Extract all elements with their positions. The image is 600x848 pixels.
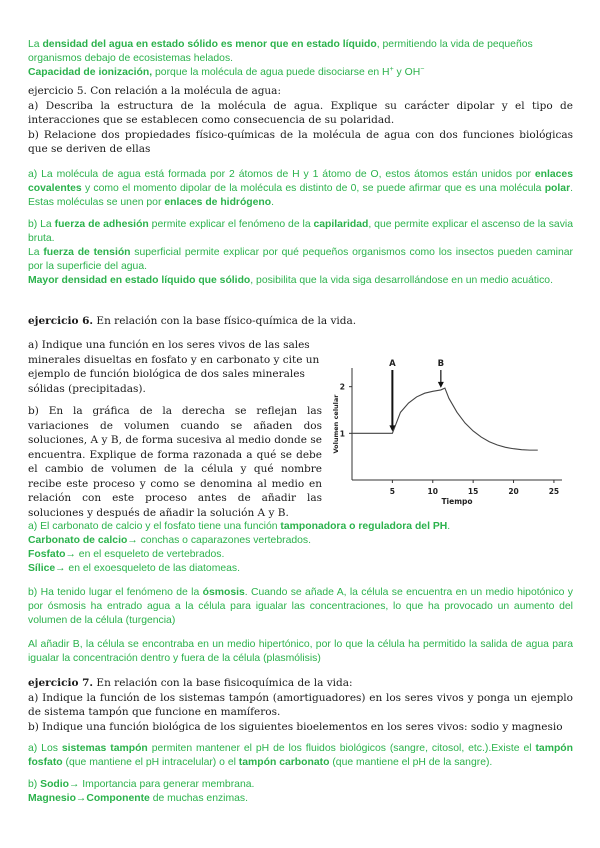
exercise-5-answer-a: a) La molécula de agua está formada por 2 átomos de H y 1 átomo de O, estos átomos están unidos por enlaces covalentes y como el momento dipolar de la molécula es distinto de 0, se puede afirmar que es una molécula polar. Estas moléculas se unen por enlaces de hidrógeno. xyxy=(28,169,573,208)
exercise-5-questions xyxy=(28,84,573,157)
x-axis-label: Tiempo xyxy=(441,497,473,506)
question-b: b) Relacione dos propiedades físico-químicas de la molécula de agua con dos funciones biológicas que se deriven de ellas xyxy=(28,128,573,155)
x-tick-label: 10 xyxy=(427,487,438,496)
exercise-7-answer-a: a) Los sistemas tampón permiten mantener el pH de los fluidos biológicos (sangre, citosol, etc.).Existe el tampón fosfato (que mantiene el pH intracelular) o el tampón carbonato (que mantiene el pH de la sangre). xyxy=(28,743,573,768)
x-tick-label: 25 xyxy=(548,487,560,496)
y-axis-label: Volumen celular xyxy=(332,394,340,454)
exercise-6-answer-b2: Al añadir B, la célula se encontraba en un medio hipertónico, por lo que la célula ha permitido la salida de agua para igualar la concentración dentro y fuera de la célula (plasmólisis) xyxy=(28,639,573,664)
question-b: b) Indique una función biológica de los siguientes bioelementos en los seres vivos: sodio y magnesio xyxy=(28,720,563,733)
series-line xyxy=(352,388,538,450)
annotation-label-a: A xyxy=(389,359,396,369)
y-tick-label: 1 xyxy=(339,429,345,439)
x-tick-label: 20 xyxy=(508,487,519,496)
question-a: a) Describa la estructura de la molécula de agua. Explique su carácter dipolar y el tipo de interacciones que se establecen como consecuencia de su polaridad. xyxy=(28,99,573,126)
question-a: a) Indique la función de los sistemas tampón (amortiguadores) en los seres vivos y ponga un ejemplo de sistema tampón que funcione en mamíferos. xyxy=(28,691,573,718)
y-tick-label: 2 xyxy=(339,382,345,392)
exercise-7-answer-b: b) Sodio→ Importancia para generar membrana. Magnesio→Componente de muchas enzimas. xyxy=(28,779,255,804)
exercise-6-answer-a: a) El carbonato de calcio y el fosfato tiene una función tamponadora o reguladora del PH. Carbonato de calcio→ conchas o caparazones vertebrados. Fosfato→ en el esqueleto de vertebrados. Sílice→ en el exoesqueleto de las diatomeas. xyxy=(28,521,451,574)
exercise-5-answer-b: b) La fuerza de adhesión permite explicar el fenómeno de la capilaridad, que permite explicar el ascenso de la savia bruta. La fuerza de tensión superficial permite explicar por qué pequeños organismos como los insectos pueden caminar por la superficie del agua. Mayor densidad en estado líquido que sólido, posibilita que la vida siga desarrollándose en un medio acuático. xyxy=(28,219,573,286)
exercise-6-title: ejercicio 6. En relación con la base físico-química de la vida. xyxy=(28,315,357,327)
annotation-label-b: B xyxy=(437,359,445,369)
exercise-title: ejercicio 5. Con relación a la molécula de agua: xyxy=(28,85,281,97)
exercise-6-answer-b: b) Ha tenido lugar el fenómeno de la ósmosis. Cuando se añade A, la célula se encuentra en un medio hipotónico y por ósmosis ha entrado agua a la célula para igualar las concentraciones, lo que ha provocado un aumento del volumen de la célula (turgencia) xyxy=(28,587,573,626)
answer-line: Capacidad de ionización, porque la molécula de agua puede disociarse en H+ y OH− xyxy=(28,66,425,78)
exercise-6-question-b: b) En la gráfica de la derecha se reflejan las variaciones de volumen cuando se añaden dos soluciones, A y B, de forma sucesiva al medio donde se encuentra. Explique de forma razonada a qué se debe el cambio de volumen de la célula y qué nombre recibe este proceso y como se denomina al medio en relación con este proceso antes de añadir las soluciones y después de añadir la solución A y B. xyxy=(28,405,322,519)
answer-block-top xyxy=(28,38,573,80)
x-tick-label: 5 xyxy=(389,487,395,496)
exercise-6-question-a: a) Indique una función en los seres vivos de las sales minerales disueltas en fosfato y en carbonato y cite un ejemplo de función biológica de dos sales minerales sólidas (precipitadas). xyxy=(28,339,320,395)
answer-line: La densidad del agua en estado sólido es menor que en estado líquido, permitiendo la vida de pequeños xyxy=(28,39,533,50)
cell-volume-chart xyxy=(330,352,570,512)
answer-line: organismos debajo de ecosistemas helados. xyxy=(28,53,234,64)
exercise-7-questions: ejercicio 7. En relación con la base fisicoquímica de la vida: a) Indique la función de los sistemas tampón (amortiguadores) en los seres vivos y ponga un ejemplo de sistema tampón que funcione en mamíferos. b) Indique una función biológica de los siguientes bioelementos en los seres vivos: sodio y magnesio xyxy=(28,677,573,733)
annotation-arrowhead-b xyxy=(438,382,444,388)
x-tick-label: 15 xyxy=(467,487,479,496)
